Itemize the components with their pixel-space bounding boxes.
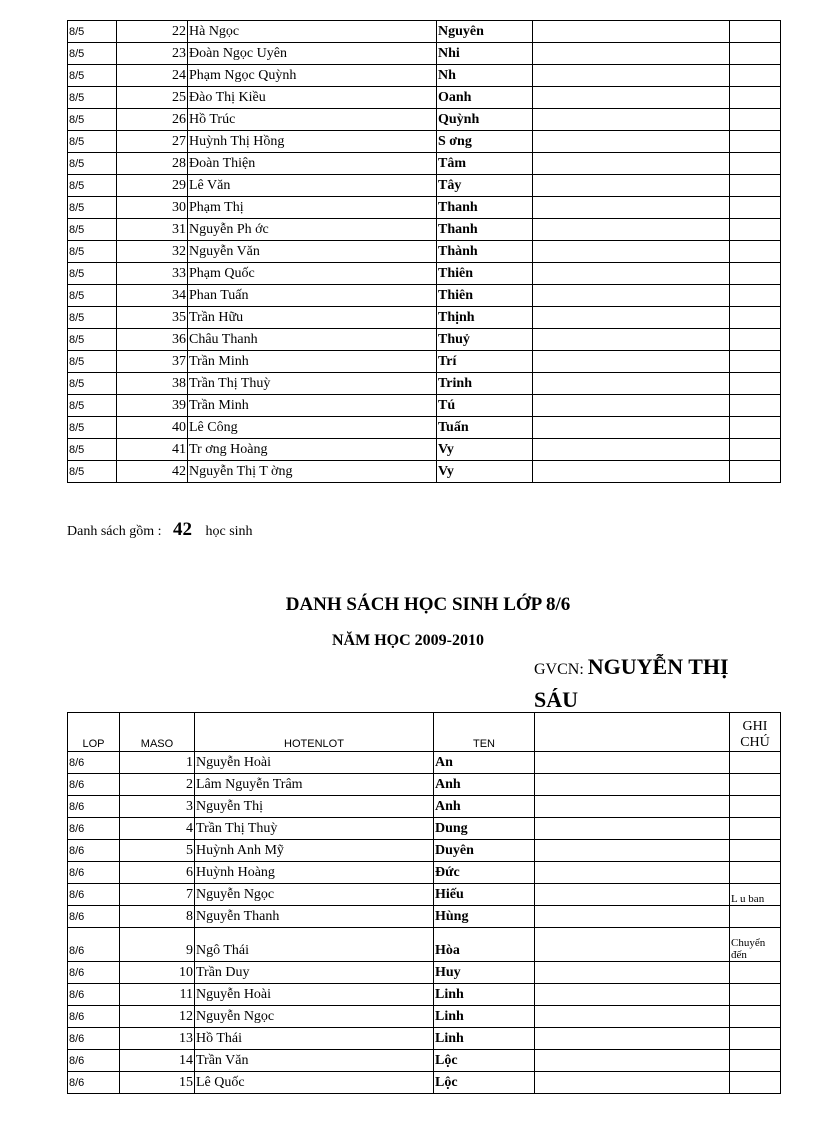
school-year-title: NĂM HỌC 2009-2010 bbox=[332, 632, 484, 649]
cell-ten: Thanh bbox=[437, 219, 533, 241]
cell-ten: An bbox=[434, 752, 535, 774]
cell-ghichu bbox=[730, 818, 781, 840]
cell-ghichu bbox=[730, 774, 781, 796]
cell-ghichu bbox=[730, 21, 781, 43]
cell-ghichu bbox=[730, 1050, 781, 1072]
header-ghichu: GHI CHÚ bbox=[730, 713, 781, 752]
cell-ghichu bbox=[730, 1006, 781, 1028]
cell-ten: Lộc bbox=[434, 1050, 535, 1072]
cell-blank bbox=[533, 285, 730, 307]
cell-ten: Thiên bbox=[437, 263, 533, 285]
table-row bbox=[68, 1006, 781, 1028]
cell-ten: Thanh bbox=[437, 197, 533, 219]
cell-maso: 24 bbox=[117, 65, 188, 87]
cell-blank bbox=[533, 87, 730, 109]
cell-maso: 23 bbox=[117, 43, 188, 65]
cell-ghichu bbox=[730, 285, 781, 307]
cell-hotenlot: Nguyễn Hoài bbox=[195, 752, 434, 774]
cell-blank bbox=[535, 796, 730, 818]
table-row bbox=[68, 796, 781, 818]
cell-lop: 8/6 bbox=[68, 840, 120, 862]
cell-ghichu bbox=[730, 862, 781, 884]
table-row bbox=[68, 840, 781, 862]
student-count-summary bbox=[67, 519, 253, 541]
cell-ghichu bbox=[730, 984, 781, 1006]
cell-blank bbox=[533, 329, 730, 351]
cell-blank bbox=[535, 840, 730, 862]
cell-blank bbox=[535, 774, 730, 796]
cell-hotenlot: Đào Thị Kiều bbox=[188, 87, 437, 109]
table-row bbox=[68, 395, 781, 417]
cell-hotenlot: Trần Minh bbox=[188, 395, 437, 417]
cell-maso: 5 bbox=[120, 840, 195, 862]
table-header-row bbox=[68, 713, 781, 752]
cell-ghichu bbox=[730, 241, 781, 263]
header-lop: LOP bbox=[68, 713, 120, 752]
cell-hotenlot: Đoàn Ngọc Uyên bbox=[188, 43, 437, 65]
table-row bbox=[68, 285, 781, 307]
table-row bbox=[68, 175, 781, 197]
cell-lop: 8/6 bbox=[68, 752, 120, 774]
cell-blank bbox=[535, 928, 730, 962]
cell-blank bbox=[535, 906, 730, 928]
cell-ghichu bbox=[730, 175, 781, 197]
table-row bbox=[68, 752, 781, 774]
cell-ghichu bbox=[730, 329, 781, 351]
gvcn-label: GVCN: bbox=[534, 661, 584, 678]
cell-blank bbox=[535, 752, 730, 774]
cell-ghichu bbox=[730, 1028, 781, 1050]
cell-ten: Đức bbox=[434, 862, 535, 884]
cell-lop: 8/5 bbox=[68, 395, 117, 417]
cell-maso: 29 bbox=[117, 175, 188, 197]
cell-ten: Linh bbox=[434, 1006, 535, 1028]
cell-lop: 8/6 bbox=[68, 796, 120, 818]
table-row bbox=[68, 461, 781, 483]
table-row bbox=[68, 373, 781, 395]
cell-lop: 8/5 bbox=[68, 87, 117, 109]
cell-blank bbox=[533, 219, 730, 241]
cell-hotenlot: Huỳnh Hoàng bbox=[195, 862, 434, 884]
cell-hotenlot: Lâm Nguyễn Trâm bbox=[195, 774, 434, 796]
cell-lop: 8/6 bbox=[68, 1028, 120, 1050]
cell-ten: Nhi bbox=[437, 43, 533, 65]
summary-prefix: Danh sách gồm : bbox=[67, 524, 162, 539]
cell-ten: Lộc bbox=[434, 1072, 535, 1094]
cell-hotenlot: Lê Quốc bbox=[195, 1072, 434, 1094]
cell-ghichu bbox=[730, 461, 781, 483]
cell-lop: 8/5 bbox=[68, 285, 117, 307]
cell-lop: 8/5 bbox=[68, 241, 117, 263]
cell-ghichu bbox=[730, 307, 781, 329]
cell-ghichu bbox=[730, 395, 781, 417]
cell-lop: 8/6 bbox=[68, 818, 120, 840]
cell-ghichu bbox=[730, 962, 781, 984]
cell-blank bbox=[535, 884, 730, 906]
cell-hotenlot: Nguyễn Thanh bbox=[195, 906, 434, 928]
header-hotenlot: HOTENLOT bbox=[195, 713, 434, 752]
cell-ten: Trinh bbox=[437, 373, 533, 395]
cell-maso: 32 bbox=[117, 241, 188, 263]
cell-maso: 41 bbox=[117, 439, 188, 461]
table-row bbox=[68, 219, 781, 241]
cell-ghichu: L u ban bbox=[730, 884, 781, 906]
cell-ten: Thành bbox=[437, 241, 533, 263]
student-count: 42 bbox=[172, 519, 192, 540]
cell-ten: Dung bbox=[434, 818, 535, 840]
cell-maso: 42 bbox=[117, 461, 188, 483]
cell-hotenlot: Nguyễn Văn bbox=[188, 241, 437, 263]
cell-lop: 8/6 bbox=[68, 774, 120, 796]
cell-ten: Vy bbox=[437, 461, 533, 483]
table-row bbox=[68, 417, 781, 439]
cell-ghichu bbox=[730, 373, 781, 395]
table-row bbox=[68, 774, 781, 796]
table-row bbox=[68, 307, 781, 329]
class-8-5-table bbox=[67, 20, 781, 483]
cell-lop: 8/6 bbox=[68, 962, 120, 984]
cell-maso: 33 bbox=[117, 263, 188, 285]
cell-ten: Tú bbox=[437, 395, 533, 417]
table-row bbox=[68, 1028, 781, 1050]
cell-maso: 30 bbox=[117, 197, 188, 219]
cell-ghichu bbox=[730, 906, 781, 928]
cell-hotenlot: Nguyễn Ngọc bbox=[195, 884, 434, 906]
table-row bbox=[68, 928, 781, 962]
cell-ghichu: Chuyển đến bbox=[730, 928, 781, 962]
cell-hotenlot: Phạm Ngọc Quỳnh bbox=[188, 65, 437, 87]
cell-lop: 8/5 bbox=[68, 197, 117, 219]
table-row bbox=[68, 962, 781, 984]
cell-hotenlot: Lê Văn bbox=[188, 175, 437, 197]
cell-ten: Linh bbox=[434, 984, 535, 1006]
cell-hotenlot: Trần Văn bbox=[195, 1050, 434, 1072]
class-list-title: DANH SÁCH HỌC SINH LỚP 8/6 bbox=[285, 594, 571, 615]
cell-ten: Nguyên bbox=[437, 21, 533, 43]
cell-maso: 13 bbox=[120, 1028, 195, 1050]
cell-maso: 6 bbox=[120, 862, 195, 884]
cell-maso: 4 bbox=[120, 818, 195, 840]
header-ten: TEN bbox=[434, 713, 535, 752]
cell-hotenlot: Nguyễn Ngọc bbox=[195, 1006, 434, 1028]
cell-hotenlot: Trần Minh bbox=[188, 351, 437, 373]
cell-lop: 8/6 bbox=[68, 984, 120, 1006]
cell-hotenlot: Phan Tuấn bbox=[188, 285, 437, 307]
cell-blank bbox=[533, 461, 730, 483]
cell-hotenlot: Trần Thị Thuỳ bbox=[188, 373, 437, 395]
cell-maso: 10 bbox=[120, 962, 195, 984]
cell-lop: 8/6 bbox=[68, 928, 120, 962]
cell-ghichu bbox=[730, 752, 781, 774]
cell-blank bbox=[533, 21, 730, 43]
cell-ghichu bbox=[730, 153, 781, 175]
header-maso: MASO bbox=[120, 713, 195, 752]
cell-maso: 27 bbox=[117, 131, 188, 153]
cell-maso: 15 bbox=[120, 1072, 195, 1094]
cell-maso: 38 bbox=[117, 373, 188, 395]
cell-lop: 8/5 bbox=[68, 439, 117, 461]
cell-blank bbox=[533, 153, 730, 175]
header-blank bbox=[535, 713, 730, 752]
table-row bbox=[68, 1072, 781, 1094]
table-row bbox=[68, 131, 781, 153]
cell-maso: 12 bbox=[120, 1006, 195, 1028]
cell-ten: Duyên bbox=[434, 840, 535, 862]
cell-blank bbox=[535, 962, 730, 984]
cell-ten: Vy bbox=[437, 439, 533, 461]
cell-lop: 8/5 bbox=[68, 351, 117, 373]
cell-hotenlot: Hà Ngọc bbox=[188, 21, 437, 43]
cell-lop: 8/6 bbox=[68, 1072, 120, 1094]
cell-hotenlot: Nguyễn Thị bbox=[195, 796, 434, 818]
cell-blank bbox=[535, 818, 730, 840]
cell-maso: 37 bbox=[117, 351, 188, 373]
table-row bbox=[68, 439, 781, 461]
cell-ghichu bbox=[730, 131, 781, 153]
cell-lop: 8/5 bbox=[68, 109, 117, 131]
cell-hotenlot: Trần Duy bbox=[195, 962, 434, 984]
cell-ten: Trí bbox=[437, 351, 533, 373]
cell-hotenlot: Trần Hữu bbox=[188, 307, 437, 329]
cell-ten: Tây bbox=[437, 175, 533, 197]
cell-maso: 26 bbox=[117, 109, 188, 131]
table-row bbox=[68, 263, 781, 285]
cell-hotenlot: Hồ Trúc bbox=[188, 109, 437, 131]
cell-ghichu bbox=[730, 65, 781, 87]
cell-ten: Anh bbox=[434, 774, 535, 796]
cell-ghichu bbox=[730, 87, 781, 109]
class-8-6-table bbox=[67, 712, 781, 1094]
table-row bbox=[68, 351, 781, 373]
cell-blank bbox=[533, 197, 730, 219]
table-row bbox=[68, 241, 781, 263]
class-8-5-table-body bbox=[68, 21, 781, 483]
cell-lop: 8/5 bbox=[68, 263, 117, 285]
cell-maso: 39 bbox=[117, 395, 188, 417]
cell-maso: 11 bbox=[120, 984, 195, 1006]
cell-blank bbox=[533, 65, 730, 87]
cell-ten: Thiên bbox=[437, 285, 533, 307]
cell-hotenlot: Trần Thị Thuỳ bbox=[195, 818, 434, 840]
cell-maso: 22 bbox=[117, 21, 188, 43]
cell-ghichu bbox=[730, 263, 781, 285]
cell-lop: 8/5 bbox=[68, 131, 117, 153]
cell-blank bbox=[533, 131, 730, 153]
cell-ten: Thuỷ bbox=[437, 329, 533, 351]
table-row bbox=[68, 818, 781, 840]
cell-ten: Huy bbox=[434, 962, 535, 984]
cell-maso: 9 bbox=[120, 928, 195, 962]
cell-maso: 35 bbox=[117, 307, 188, 329]
cell-ten: Thịnh bbox=[437, 307, 533, 329]
cell-blank bbox=[533, 43, 730, 65]
cell-ten: Tâm bbox=[437, 153, 533, 175]
cell-blank bbox=[535, 862, 730, 884]
cell-blank bbox=[535, 1050, 730, 1072]
table-row bbox=[68, 906, 781, 928]
cell-maso: 34 bbox=[117, 285, 188, 307]
cell-lop: 8/5 bbox=[68, 65, 117, 87]
cell-maso: 25 bbox=[117, 87, 188, 109]
table-row bbox=[68, 1050, 781, 1072]
table-row bbox=[68, 87, 781, 109]
cell-hotenlot: Đoàn Thiện bbox=[188, 153, 437, 175]
cell-ghichu bbox=[730, 439, 781, 461]
table-row bbox=[68, 884, 781, 906]
cell-blank bbox=[535, 1006, 730, 1028]
cell-lop: 8/5 bbox=[68, 219, 117, 241]
cell-ghichu bbox=[730, 840, 781, 862]
cell-lop: 8/6 bbox=[68, 1050, 120, 1072]
cell-ghichu bbox=[730, 109, 781, 131]
cell-lop: 8/5 bbox=[68, 175, 117, 197]
table-row bbox=[68, 109, 781, 131]
table-row bbox=[68, 21, 781, 43]
cell-blank bbox=[533, 439, 730, 461]
cell-lop: 8/6 bbox=[68, 906, 120, 928]
cell-hotenlot: Lê Công bbox=[188, 417, 437, 439]
cell-hotenlot: Huỳnh Thị Hồng bbox=[188, 131, 437, 153]
cell-blank bbox=[533, 417, 730, 439]
cell-hotenlot: Phạm Thị bbox=[188, 197, 437, 219]
cell-blank bbox=[535, 1028, 730, 1050]
table-row bbox=[68, 862, 781, 884]
cell-maso: 8 bbox=[120, 906, 195, 928]
cell-blank bbox=[533, 351, 730, 373]
table-row bbox=[68, 329, 781, 351]
cell-lop: 8/5 bbox=[68, 373, 117, 395]
cell-ghichu bbox=[730, 1072, 781, 1094]
cell-hotenlot: Tr ơng Hoàng bbox=[188, 439, 437, 461]
cell-hotenlot: Ngô Thái bbox=[195, 928, 434, 962]
cell-maso: 40 bbox=[117, 417, 188, 439]
cell-maso: 28 bbox=[117, 153, 188, 175]
cell-ten: Hiếu bbox=[434, 884, 535, 906]
cell-blank bbox=[535, 984, 730, 1006]
class-8-6-table-body bbox=[68, 752, 781, 1094]
summary-suffix: học sinh bbox=[205, 524, 253, 539]
cell-ten: Anh bbox=[434, 796, 535, 818]
cell-blank bbox=[533, 263, 730, 285]
table-row bbox=[68, 65, 781, 87]
cell-maso: 36 bbox=[117, 329, 188, 351]
cell-maso: 3 bbox=[120, 796, 195, 818]
cell-lop: 8/6 bbox=[68, 884, 120, 906]
cell-blank bbox=[533, 109, 730, 131]
cell-lop: 8/5 bbox=[68, 307, 117, 329]
cell-ghichu bbox=[730, 43, 781, 65]
cell-blank bbox=[533, 395, 730, 417]
cell-blank bbox=[533, 241, 730, 263]
homeroom-teacher bbox=[534, 652, 774, 718]
cell-ten: Nh bbox=[437, 65, 533, 87]
cell-hotenlot: Châu Thanh bbox=[188, 329, 437, 351]
cell-lop: 8/5 bbox=[68, 21, 117, 43]
cell-blank bbox=[533, 373, 730, 395]
cell-lop: 8/5 bbox=[68, 153, 117, 175]
table-row bbox=[68, 153, 781, 175]
cell-hotenlot: Nguyễn Thị T ờng bbox=[188, 461, 437, 483]
gvcn-name: NGUYỄN THỊ SÁU bbox=[534, 654, 729, 712]
cell-ten: S ơng bbox=[437, 131, 533, 153]
cell-maso: 2 bbox=[120, 774, 195, 796]
cell-maso: 14 bbox=[120, 1050, 195, 1072]
cell-maso: 1 bbox=[120, 752, 195, 774]
cell-ten: Hùng bbox=[434, 906, 535, 928]
cell-hotenlot: Phạm Quốc bbox=[188, 263, 437, 285]
cell-hotenlot: Nguyễn Hoài bbox=[195, 984, 434, 1006]
cell-hotenlot: Nguyễn Ph ớc bbox=[188, 219, 437, 241]
cell-ghichu bbox=[730, 351, 781, 373]
cell-lop: 8/6 bbox=[68, 1006, 120, 1028]
cell-ghichu bbox=[730, 197, 781, 219]
cell-lop: 8/5 bbox=[68, 461, 117, 483]
cell-maso: 7 bbox=[120, 884, 195, 906]
cell-hotenlot: Huỳnh Anh Mỹ bbox=[195, 840, 434, 862]
cell-ghichu bbox=[730, 417, 781, 439]
cell-lop: 8/5 bbox=[68, 329, 117, 351]
cell-maso: 31 bbox=[117, 219, 188, 241]
cell-ten: Linh bbox=[434, 1028, 535, 1050]
table-row bbox=[68, 984, 781, 1006]
cell-ten: Hòa bbox=[434, 928, 535, 962]
table-row bbox=[68, 43, 781, 65]
cell-ghichu bbox=[730, 796, 781, 818]
cell-blank bbox=[535, 1072, 730, 1094]
cell-hotenlot: Hồ Thái bbox=[195, 1028, 434, 1050]
cell-lop: 8/5 bbox=[68, 43, 117, 65]
cell-blank bbox=[533, 175, 730, 197]
cell-ten: Oanh bbox=[437, 87, 533, 109]
table-row bbox=[68, 197, 781, 219]
cell-ten: Tuấn bbox=[437, 417, 533, 439]
cell-ghichu bbox=[730, 219, 781, 241]
cell-lop: 8/6 bbox=[68, 862, 120, 884]
cell-blank bbox=[533, 307, 730, 329]
cell-ten: Quỳnh bbox=[437, 109, 533, 131]
cell-lop: 8/5 bbox=[68, 417, 117, 439]
